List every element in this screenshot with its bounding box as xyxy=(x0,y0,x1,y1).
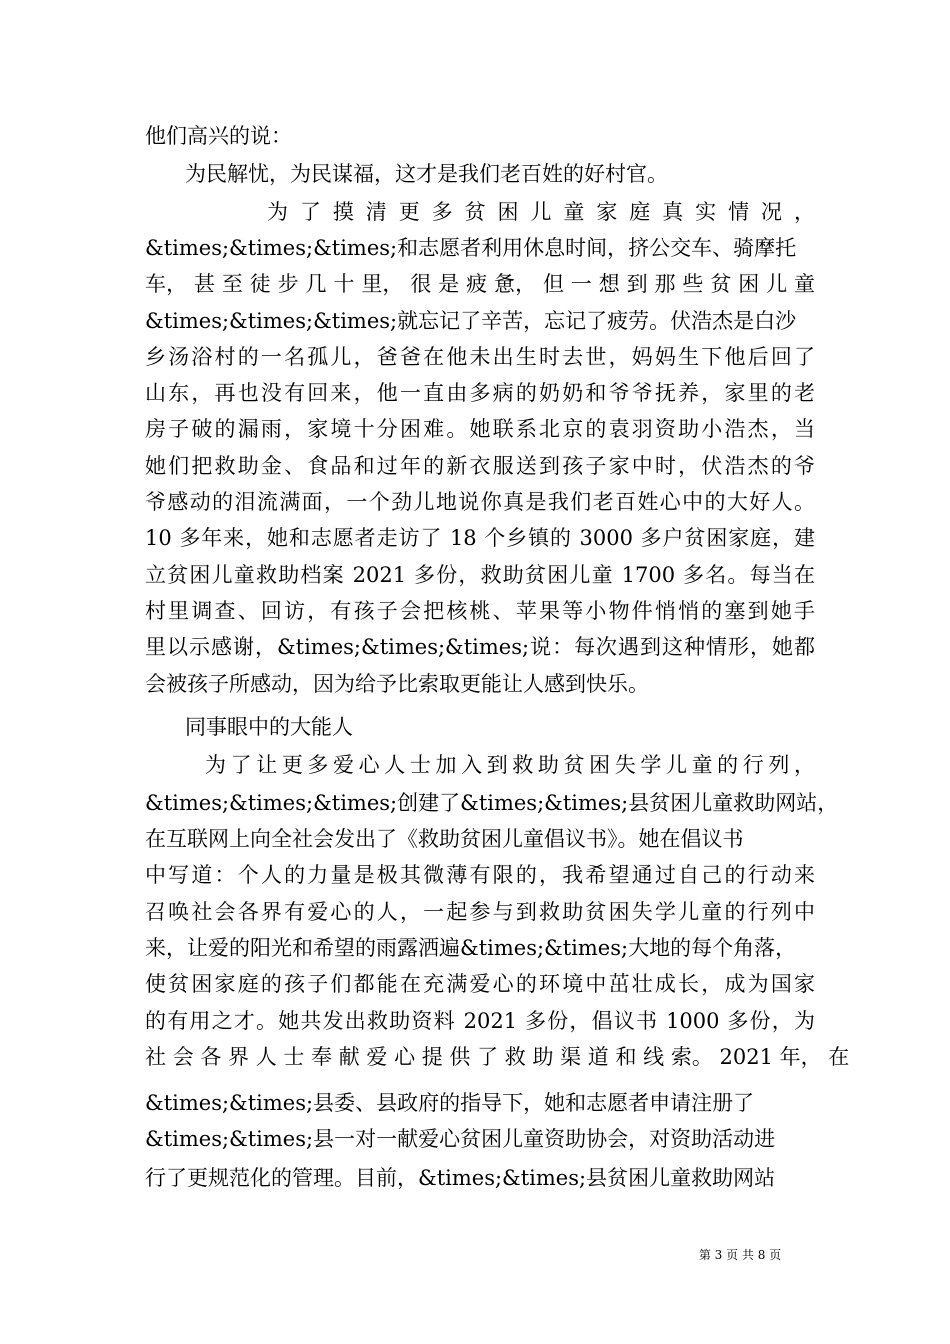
text-line: 行了更规范化的管理。目前，&times;&times;县贫困儿童救助网站 xyxy=(145,1166,776,1190)
text-line: 使贫困家庭的孩子们都能在充满爱心的环境中茁壮成长，成为国家 xyxy=(145,972,815,996)
text-line: 来，让爱的阳光和希望的雨露洒遍&times;&times;大地的每个角落， xyxy=(145,936,797,960)
text-line: 他们高兴的说： xyxy=(145,124,292,148)
text-line: 爷感动的泪流满面，一个劲儿地说你真是我们老百姓心中的大好人。 xyxy=(145,490,815,514)
text-line: 的有用之才。她共发出救助资料 2021 多份，倡议书 1000 多份，为 xyxy=(145,1009,815,1033)
text-line: 为 了 摸 清 更 多 贫 困 儿 童 家 庭 真 实 情 况 ， xyxy=(267,200,815,224)
text-line: 山东，再也没有回来，他一直由多病的奶奶和爷爷抚养，家里的老 xyxy=(145,381,815,405)
text-line: &times;&times;&times;创建了&times;&times;县贫困儿童救助网站， xyxy=(145,791,839,815)
text-line: &times;&times;县委、县政府的指导下，她和志愿者申请注册了 xyxy=(145,1091,755,1115)
text-line: 村里调查、回访，有孩子会把核桃、苹果等小物件悄悄的塞到她手 xyxy=(145,599,815,623)
text-line: 会被孩子所感动，因为给予比索取更能让人感到快乐。 xyxy=(145,672,649,696)
page-number: 第 3 页 共 8 页 xyxy=(698,1248,782,1262)
text-line: 乡汤浴村的一名孤儿，爸爸在他未出生时去世，妈妈生下他后回了 xyxy=(145,345,815,369)
text-line: 里以示感谢，&times;&times;&times;说：每次遇到这种情形，她都 xyxy=(145,635,815,659)
text-line: 为民解忧，为民谋福，这才是我们老百姓的好村官。 xyxy=(185,162,668,186)
text-line: 立贫困儿童救助档案 2021 多份，救助贫困儿童 1700 多名。每当在 xyxy=(145,563,815,587)
text-line: 10 多年来，她和志愿者走访了 18 个乡镇的 3000 多户贫困家庭，建 xyxy=(145,526,815,550)
text-line: &times;&times;&times;就忘记了辛苦，忘记了疲劳。伏浩杰是白沙 xyxy=(145,309,797,333)
text-line: &times;&times;县一对一献爱心贫困儿童资助协会，对资助活动进 xyxy=(145,1127,776,1151)
text-line: 为了让更多爱心人士加入到救助贫困失学儿童的行列， xyxy=(205,753,815,777)
text-line: 社 会 各 界 人 士 奉 献 爱 心 提 供 了 救 助 渠 道 和 线 索。 2021 年， 在 xyxy=(145,1045,850,1069)
text-line: &times;&times;&times;和志愿者利用休息时间，挤公交车、骑摩托 xyxy=(145,236,797,260)
text-line: 召唤社会各界有爱心的人，一起参与到救助贫困失学儿童的行列中 xyxy=(145,900,815,924)
section-heading: 同事眼中的大能人 xyxy=(185,715,353,739)
text-line: 她们把救助金、食品和过年的新衣服送到孩子家中时，伏浩杰的爷 xyxy=(145,454,815,478)
text-line: 车， 甚 至 徒 步 几 十 里， 很 是 疲 惫， 但 一 想 到 那 些 贫 困 儿 童 xyxy=(145,272,815,296)
text-line: 在互联网上向全社会发出了《救助贫困儿童倡议书》。她在倡议书 xyxy=(145,827,744,851)
text-line: 房子破的漏雨，家境十分困难。她联系北京的袁羽资助小浩杰，当 xyxy=(145,417,815,441)
text-line: 中写道：个人的力量是极其微薄有限的，我希望通过自己的行动来 xyxy=(145,863,815,887)
